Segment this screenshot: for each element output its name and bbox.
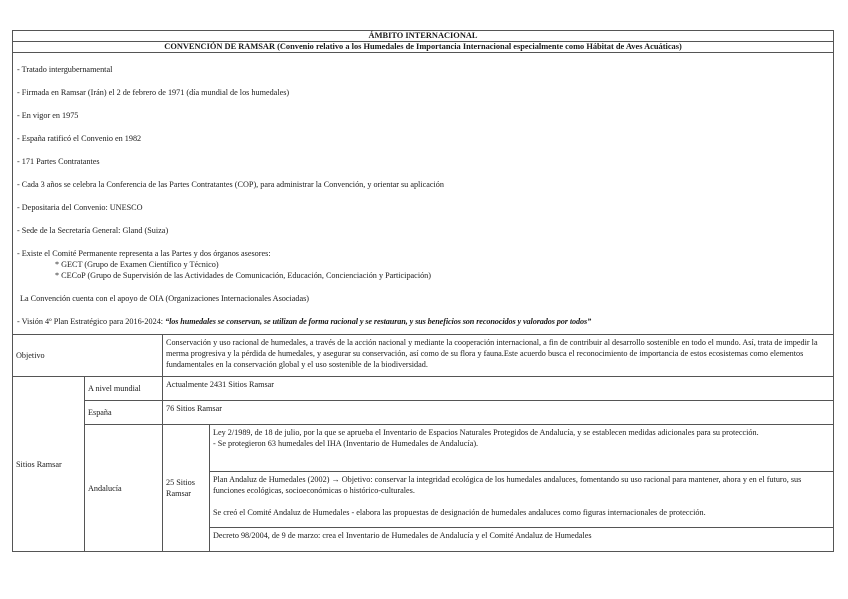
info-vision-prefix: - Visión 4º Plan Estratégico para 2016-2024: — [17, 317, 166, 326]
sitios-espana-label: España — [85, 401, 163, 425]
info-espana: - España ratificó el Convenio en 1982 — [17, 134, 142, 143]
sitios-label: Sitios Ramsar — [13, 377, 85, 552]
info-depositaria: - Depositaria del Convenio: UNESCO — [17, 203, 143, 212]
sitios-mundial-value: Actualmente 2431 Sitios Ramsar — [163, 377, 834, 401]
header-title: ÁMBITO INTERNACIONAL — [13, 31, 834, 42]
info-partes: - 171 Partes Contratantes — [17, 157, 100, 166]
info-gect: * GECT (Grupo de Examen Científico y Técnico) — [55, 260, 219, 269]
sitios-ley-sub: - Se protegieron 63 humedales del IHA (Inventario de Humedales de Andalucía). — [213, 439, 479, 448]
info-cecop: * CECoP (Grupo de Supervisión de las Actividades de Comunicación, Educación, Concienciación y Participación) — [55, 271, 432, 280]
header-title-row — [13, 31, 834, 42]
sitios-ley-text: Ley 2/1989, de 18 de julio, por la que se aprueba el Inventario de Espacios Naturales Protegidos de Andalucía, y se establecen medidas adicionales para su protección. — [213, 428, 759, 437]
ramsar-table — [12, 30, 834, 552]
header-subtitle-row — [13, 42, 834, 53]
sitios-decreto: Decreto 98/2004, de 9 de marzo: crea el Inventario de Humedales de Andalucía y el Comité Andaluz de Humedales — [210, 528, 834, 552]
info-vigor: - En vigor en 1975 — [17, 111, 79, 120]
info-firmada: - Firmada en Ramsar (Irán) el 2 de febrero de 1971 (día mundial de los humedales) — [17, 88, 290, 97]
info-comite: - Existe el Comité Permanente representa a las Partes y dos órganos asesores: — [17, 249, 271, 258]
sitios-mundial-row — [13, 377, 834, 401]
sitios-mundial-label: A nivel mundial — [85, 377, 163, 401]
sitios-andalucia-count: 25 Sitios Ramsar — [163, 425, 210, 552]
info-cell — [13, 53, 834, 335]
sitios-espana-row — [13, 401, 834, 425]
sitios-comite: Se creó el Comité Andaluz de Humedales - elabora las propuestas de designación de humedales andaluces como figuras internacionales de protección. — [210, 499, 834, 528]
sitios-plan: Plan Andaluz de Humedales (2002) → Objetivo: conservar la integridad ecológica de los humedales andaluces, fomentando su uso racional para mantener, ahora y en el futuro, sus funciones ecológicas, socioeconómicas o histórico-culturales. — [210, 472, 834, 499]
info-tratado: - Tratado intergubernamental — [17, 65, 113, 74]
header-subtitle: CONVENCIÓN DE RAMSAR (Convenio relativo a los Humedales de Importancia Internacional especialmente como Hábitat de Aves Acuáticas) — [13, 42, 834, 53]
objetivo-text: Conservación y uso racional de humedales, a través de la acción nacional y mediante la cooperación internacional, a fin de contribuir al desarrollo sostenible en todo el mundo. Así, trata de impedir la merma progresiva y la pérdida de humedales, y asegurar su conservación, así como de su flora y fauna.Este acuerdo busca el reconocimiento de importancia de estos ecosistemas como elementos fundamentales en la conservación global y el uso sostenible de la biodiversidad. — [163, 335, 834, 377]
info-comite-block — [17, 248, 829, 293]
info-cop: - Cada 3 años se celebra la Conferencia de las Partes Contratantes (COP), para administrar la Convención, y orientar su aplicación — [17, 180, 444, 189]
info-row — [13, 53, 834, 335]
sitios-espana-value: 76 Sitios Ramsar — [163, 401, 834, 425]
info-sede: - Sede de la Secretaría General: Gland (Suiza) — [17, 226, 169, 235]
info-oia: La Convención cuenta con el apoyo de OIA (Organizaciones Internacionales Asociadas) — [20, 294, 310, 303]
sitios-ley-row — [13, 425, 834, 472]
info-vision-quote: “los humedales se conservan, se utilizan de forma racional y se restauran, y sus beneficios son reconocidos y valorados por todos” — [165, 317, 592, 326]
objetivo-label: Objetivo — [13, 335, 163, 377]
sitios-andalucia-label: Andalucía — [85, 425, 163, 552]
info-vision — [17, 316, 829, 332]
objetivo-row — [13, 335, 834, 377]
sitios-ley — [210, 425, 834, 472]
ramsar-document — [12, 30, 833, 552]
